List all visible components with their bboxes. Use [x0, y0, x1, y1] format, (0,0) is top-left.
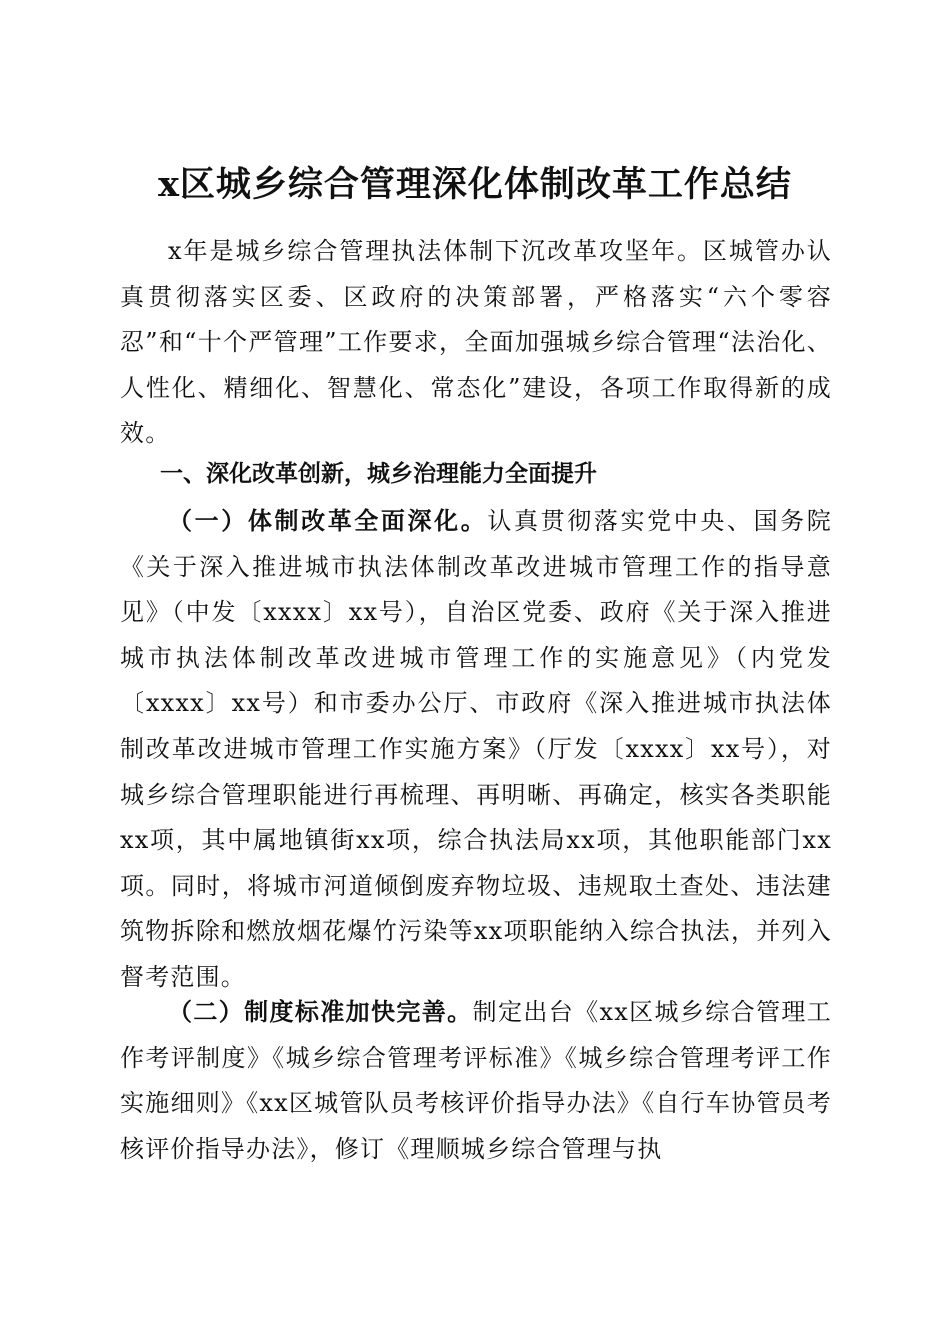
paragraph-2-lead: （二）制度标准加快完善。 — [168, 997, 473, 1026]
paragraph-1 — [120, 498, 832, 1001]
intro-paragraph: x年是城乡综合管理执法体制下沉改革攻坚年。区城管办认真贯彻落实区委、区政府的决策部署，严格落实“六个零容忍”和“十个严管理”工作要求，全面加强城乡综合管理“法治化、人性化、精细化、智慧化、常态化”建设，各项工作取得新的成效。 — [120, 237, 832, 448]
paragraph-1-text: 认真贯彻落实党中央、国务院《关于深入推进城市执法体制改革改进城市管理工作的指导意见》（中发〔xxxx〕xx号），自治区党委、政府《关于深入推进城市执法体制改革改进城市管理工作的实施意见》（内党发〔xxxx〕xx号）和市委办公厅、市政府《深入推进城市执法体制改革改进城市管理工作实施方案》（厅发〔xxxx〕xx号），对城乡综合管理职能进行再梳理、再明晰、再确定，核实各类职能xx项，其中属地镇街xx项，综合执法局xx项，其他职能部门xx项。同时，将城市河道倾倒废弃物垃圾、违规取土查处、违法建筑物拆除和燃放烟花爆竹污染等xx项职能纳入综合执法，并列入督考范围。 — [120, 507, 832, 991]
paragraph-1-lead: （一）体制改革全面深化。 — [168, 506, 488, 535]
paragraph-2 — [120, 989, 832, 1172]
document-title: x区城乡综合管理深化体制改革工作总结 — [158, 164, 792, 206]
paragraph-2-text: 制定出台《xx区城乡综合管理工作考评制度》《城乡综合管理考评标准》《城乡综合管理考评工作实施细则》《xx区城管队员考核评价指导办法》《自行车协管员考核评价指导办法》，修订《理顺城乡综合管理与执 — [120, 998, 832, 1163]
section-heading-1: 一、深化改革创新，城乡治理能力全面提升 — [160, 461, 597, 487]
